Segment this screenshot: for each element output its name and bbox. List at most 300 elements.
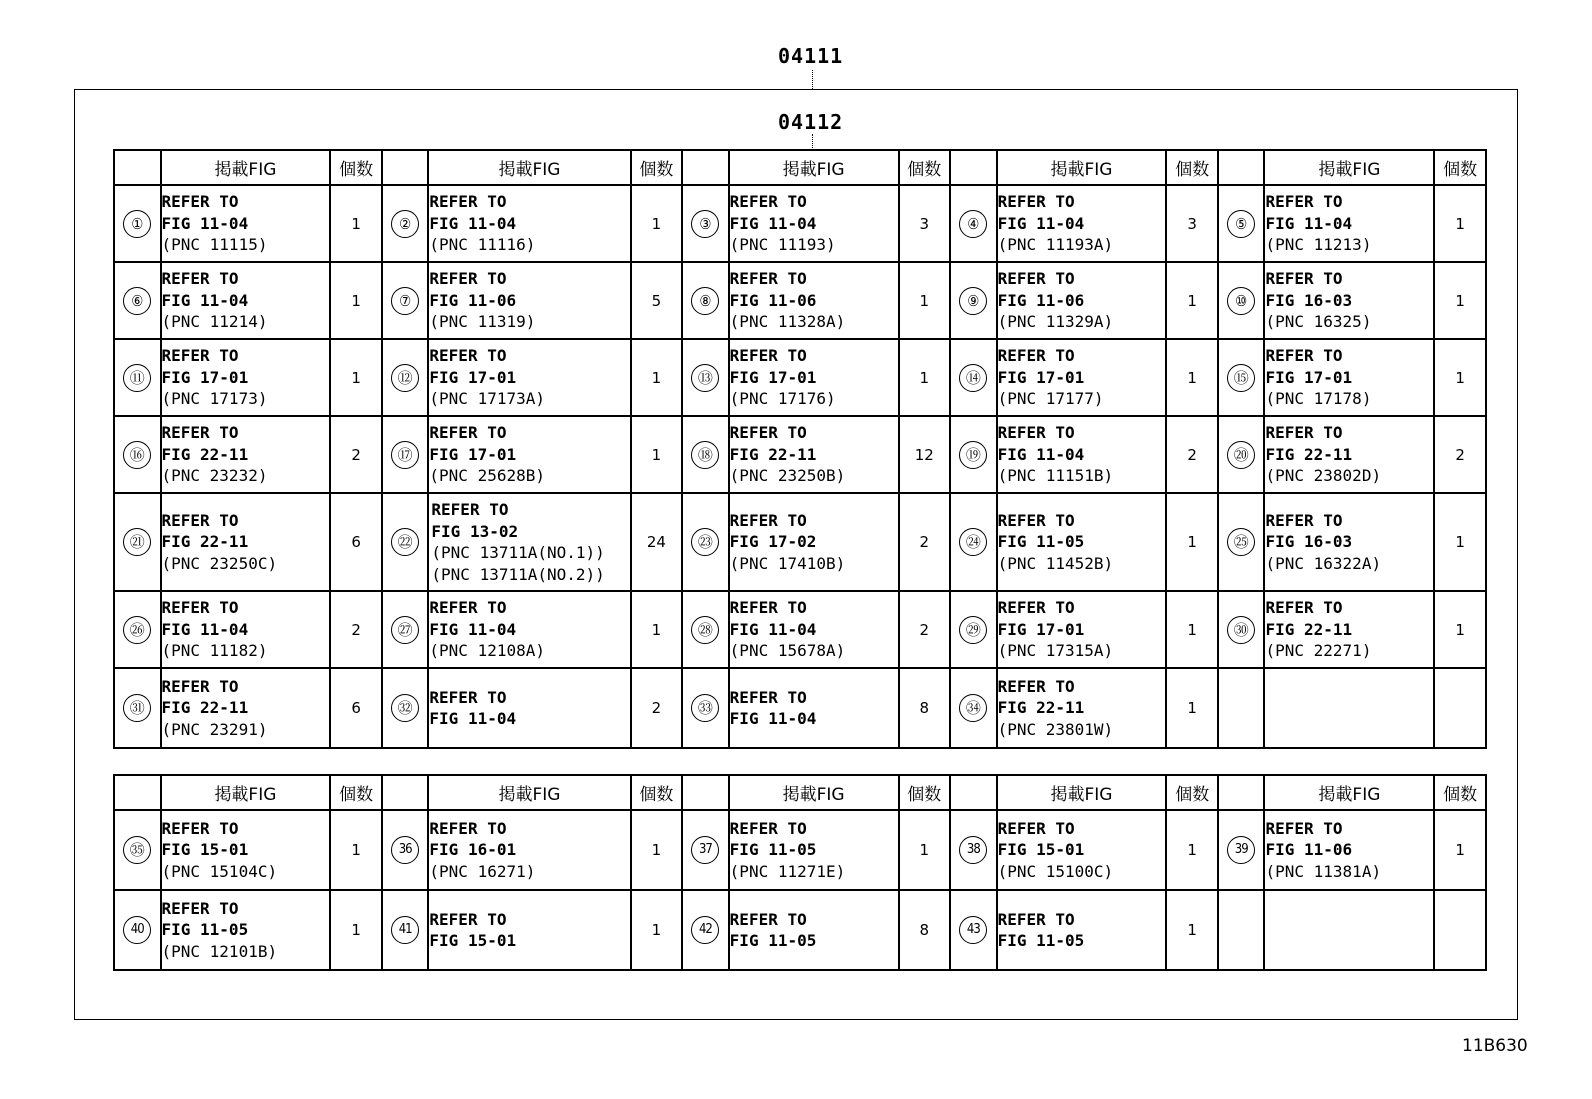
fig-number: FIG 11-04 (997, 213, 1085, 233)
pnc-number: (PNC 11193) (729, 235, 836, 255)
item-number: 43 (959, 916, 987, 944)
pnc-number: (PNC 11271E) (729, 861, 846, 881)
fig-number: FIG 11-06 (729, 290, 817, 310)
fig-reference-cell (729, 493, 899, 591)
quantity-cell: 1 (330, 339, 382, 416)
fig-reference-cell (729, 185, 899, 262)
pnc-number: (PNC 12108A) (429, 641, 545, 661)
item-number-cell (382, 262, 429, 339)
header-number-cell (114, 775, 161, 810)
item-number: ⑯ (123, 441, 151, 469)
item-number: ⑥ (123, 287, 151, 315)
refer-to-text: REFER TO (161, 898, 239, 918)
quantity-cell: 2 (1434, 416, 1486, 493)
quantity-cell: 1 (1434, 339, 1486, 416)
fig-number: FIG 16-03 (1265, 290, 1353, 310)
quantity-cell: 3 (899, 185, 951, 262)
item-number: ㉞ (959, 694, 987, 722)
fig-number: FIG 11-05 (997, 532, 1085, 552)
item-number: 39 (1227, 836, 1255, 864)
quantity-cell: 1 (1434, 810, 1486, 890)
item-number-cell (682, 668, 729, 748)
refer-to-text: REFER TO (429, 818, 507, 838)
table-row (114, 810, 1486, 890)
item-number-cell (1218, 262, 1265, 339)
assembly-label-04112: 04112 (778, 110, 844, 134)
fig-reference-cell (161, 262, 331, 339)
fig-number: FIG 15-01 (997, 840, 1085, 860)
fig-reference-cell (161, 416, 331, 493)
item-number-cell (382, 339, 429, 416)
parts-table-2 (113, 774, 1487, 971)
refer-to-text: REFER TO (161, 510, 239, 530)
fig-number: FIG 22-11 (1265, 444, 1353, 464)
refer-to-text: REFER TO (161, 818, 239, 838)
table-row (114, 591, 1486, 668)
item-number-cell (1218, 810, 1265, 890)
fig-number: FIG 13-02 (431, 521, 519, 541)
fig-reference-cell (729, 339, 899, 416)
header-fig: 掲載FIG (729, 775, 899, 810)
item-number-cell (382, 810, 429, 890)
item-number: ⑮ (1227, 364, 1255, 392)
pnc-number: (PNC 17177) (997, 389, 1104, 409)
quantity-cell: 1 (330, 810, 382, 890)
refer-to-text: REFER TO (429, 909, 507, 929)
quantity-cell: 1 (631, 591, 683, 668)
fig-number: FIG 17-02 (729, 532, 817, 552)
item-number-cell (114, 339, 161, 416)
refer-to-text: REFER TO (729, 909, 807, 929)
refer-to-text: REFER TO (1265, 510, 1343, 530)
fig-number: FIG 17-01 (997, 367, 1085, 387)
item-number: ⑱ (691, 441, 719, 469)
item-number: ⑰ (391, 441, 419, 469)
quantity-cell: 1 (1434, 591, 1486, 668)
quantity-cell: 1 (330, 185, 382, 262)
refer-to-text: REFER TO (997, 676, 1075, 696)
refer-to-text: REFER TO (729, 598, 807, 618)
header-number-cell (382, 775, 429, 810)
quantity-cell: 1 (1166, 591, 1218, 668)
item-number: ① (123, 210, 151, 238)
item-number: ⑤ (1227, 210, 1255, 238)
item-number-cell (682, 493, 729, 591)
fig-reference-cell (1264, 810, 1434, 890)
fig-number: FIG 17-01 (729, 367, 817, 387)
item-number: ㉚ (1227, 616, 1255, 644)
fig-number: FIG 11-04 (729, 709, 817, 728)
item-number-cell (1218, 591, 1265, 668)
fig-number: FIG 22-11 (997, 698, 1085, 718)
refer-to-text: REFER TO (429, 192, 507, 212)
quantity-cell: 12 (899, 416, 951, 493)
header-fig: 掲載FIG (997, 150, 1167, 185)
quantity-cell: 1 (1166, 810, 1218, 890)
item-number: ③ (691, 210, 719, 238)
item-number-cell (1218, 339, 1265, 416)
fig-number: FIG 11-05 (729, 931, 817, 950)
item-number: ㉑ (123, 528, 151, 556)
item-number: ⑭ (959, 364, 987, 392)
pnc-number: (PNC 17173) (161, 389, 268, 409)
item-number-cell (950, 591, 997, 668)
quantity-cell: 1 (1166, 339, 1218, 416)
quantity-cell: 1 (631, 890, 683, 970)
item-number: ⑩ (1227, 287, 1255, 315)
fig-reference-cell (997, 668, 1167, 748)
fig-reference-cell (428, 262, 630, 339)
item-number: ⑳ (1227, 441, 1255, 469)
fig-number: FIG 15-01 (429, 931, 517, 950)
item-number: ㉙ (959, 616, 987, 644)
item-number-cell (682, 890, 729, 970)
quantity-cell: 8 (899, 890, 951, 970)
fig-number: FIG 11-04 (161, 213, 249, 233)
refer-to-text: REFER TO (729, 687, 807, 707)
pnc-number: (PNC 23250B) (729, 466, 846, 486)
item-number: 42 (691, 916, 719, 944)
fig-reference-cell (428, 416, 630, 493)
quantity-cell: 1 (1166, 262, 1218, 339)
quantity-cell: 2 (631, 668, 683, 748)
fig-reference-cell (428, 890, 630, 970)
refer-to-text: REFER TO (1265, 269, 1343, 289)
fig-reference-cell (1264, 416, 1434, 493)
table-row (114, 493, 1486, 591)
item-number-cell (950, 185, 997, 262)
header-fig: 掲載FIG (428, 150, 630, 185)
pnc-number-2: (PNC 13711A(NO.2)) (431, 564, 605, 584)
pnc-number: (PNC 11115) (161, 235, 268, 255)
pnc-number: (PNC 11193A) (997, 235, 1114, 255)
refer-to-text: REFER TO (429, 423, 507, 443)
fig-reference-cell (729, 890, 899, 970)
item-number: ⑨ (959, 287, 987, 315)
pnc-number: (PNC 23232) (161, 466, 268, 486)
fig-number: FIG 11-04 (1265, 213, 1353, 233)
quantity-cell: 1 (899, 339, 951, 416)
fig-number: FIG 11-04 (997, 444, 1085, 464)
fig-reference-cell (428, 339, 630, 416)
fig-reference-cell (1264, 493, 1434, 591)
header-fig: 掲載FIG (161, 775, 331, 810)
item-number-cell (114, 262, 161, 339)
item-number-cell (682, 339, 729, 416)
header-qty: 個数 (631, 150, 683, 185)
fig-number: FIG 11-05 (997, 931, 1085, 950)
item-number: 36 (391, 836, 419, 864)
pnc-number: (PNC 11381A) (1265, 861, 1382, 881)
quantity-cell: 3 (1166, 185, 1218, 262)
fig-reference-cell (729, 416, 899, 493)
fig-number: FIG 11-05 (161, 920, 249, 940)
header-qty: 個数 (899, 150, 951, 185)
item-number-cell (114, 185, 161, 262)
refer-to-text: REFER TO (429, 598, 507, 618)
refer-to-text: REFER TO (729, 510, 807, 530)
fig-number: FIG 22-11 (161, 532, 249, 552)
pnc-number: (PNC 16325) (1265, 312, 1372, 332)
quantity-cell: 2 (899, 591, 951, 668)
header-fig: 掲載FIG (428, 775, 630, 810)
item-number: ⑪ (123, 364, 151, 392)
pnc-number: (PNC 11182) (161, 641, 268, 661)
header-qty: 個数 (1434, 150, 1486, 185)
fig-number: FIG 11-04 (161, 290, 249, 310)
refer-to-text: REFER TO (161, 192, 239, 212)
pnc-number: (PNC 15104C) (161, 861, 278, 881)
fig-reference-cell (161, 493, 331, 591)
item-number-cell (1218, 416, 1265, 493)
quantity-cell: 1 (1434, 493, 1486, 591)
fig-reference-cell (729, 262, 899, 339)
fig-number: FIG 17-01 (1265, 367, 1353, 387)
refer-to-text: REFER TO (997, 269, 1075, 289)
item-number: ㉖ (123, 616, 151, 644)
item-number-cell (682, 262, 729, 339)
item-number: 40 (123, 916, 151, 944)
item-number: ㉗ (391, 616, 419, 644)
refer-to-text: REFER TO (997, 818, 1075, 838)
item-number-cell (382, 416, 429, 493)
quantity-cell: 1 (1434, 262, 1486, 339)
pnc-number: (PNC 11329A) (997, 312, 1114, 332)
item-number-cell (1218, 493, 1265, 591)
quantity-cell: 1 (330, 890, 382, 970)
header-fig: 掲載FIG (161, 150, 331, 185)
pnc-number: (PNC 25628B) (429, 466, 545, 486)
item-number: ㉜ (391, 694, 419, 722)
refer-to-text: REFER TO (1265, 346, 1343, 366)
item-number-cell (114, 591, 161, 668)
fig-reference-cell (161, 591, 331, 668)
table-row (114, 185, 1486, 262)
refer-to-text: REFER TO (161, 676, 239, 696)
fig-number: FIG 11-06 (997, 290, 1085, 310)
quantity-cell: 2 (899, 493, 951, 591)
pnc-number: (PNC 22271) (1265, 641, 1372, 661)
item-number: ㉛ (123, 694, 151, 722)
item-number: ㉘ (691, 616, 719, 644)
fig-reference-cell (997, 262, 1167, 339)
header-fig: 掲載FIG (997, 775, 1167, 810)
refer-to-text: REFER TO (429, 346, 507, 366)
item-number-cell (382, 591, 429, 668)
fig-number: FIG 16-03 (1265, 532, 1353, 552)
fig-number: FIG 11-06 (1265, 840, 1353, 860)
refer-to-text: REFER TO (997, 909, 1075, 929)
fig-reference-cell (729, 668, 899, 748)
fig-reference-cell (161, 890, 331, 970)
quantity-cell: 1 (631, 416, 683, 493)
quantity-cell: 1 (1166, 668, 1218, 748)
table-row (114, 890, 1486, 970)
fig-reference-cell (1264, 339, 1434, 416)
quantity-cell: 24 (631, 493, 683, 591)
fig-reference-cell (161, 668, 331, 748)
item-number-cell (114, 810, 161, 890)
pnc-number: (PNC 11116) (429, 235, 536, 255)
fig-number: FIG 15-01 (161, 840, 249, 860)
item-number-cell (682, 416, 729, 493)
pnc-number: (PNC 11213) (1265, 235, 1372, 255)
fig-reference-cell (428, 591, 630, 668)
fig-reference-cell (997, 185, 1167, 262)
refer-to-text: REFER TO (1265, 598, 1343, 618)
fig-reference-cell (997, 810, 1167, 890)
header-fig: 掲載FIG (729, 150, 899, 185)
pnc-number: (PNC 23801W) (997, 719, 1114, 739)
item-number: ㉔ (959, 528, 987, 556)
fig-reference-cell (997, 591, 1167, 668)
fig-reference-cell (161, 339, 331, 416)
item-number: ㉓ (691, 528, 719, 556)
fig-number: FIG 11-06 (429, 290, 517, 310)
header-number-cell (382, 150, 429, 185)
pnc-number: (PNC 15100C) (997, 861, 1114, 881)
item-number-cell (382, 185, 429, 262)
header-number-cell (114, 150, 161, 185)
quantity-cell: 1 (1434, 185, 1486, 262)
item-number: ㉕ (1227, 528, 1255, 556)
refer-to-text: REFER TO (1265, 423, 1343, 443)
pnc-number: (PNC 23291) (161, 719, 268, 739)
item-number: ⑦ (391, 287, 419, 315)
item-number-cell (382, 668, 429, 748)
quantity-cell: 5 (631, 262, 683, 339)
header-qty: 個数 (330, 150, 382, 185)
fig-reference-cell (997, 416, 1167, 493)
item-number-cell (950, 890, 997, 970)
fig-number: FIG 17-01 (429, 444, 517, 464)
table-row (114, 339, 1486, 416)
fig-reference-cell (997, 493, 1167, 591)
parts-table-1 (113, 149, 1487, 749)
item-number: ② (391, 210, 419, 238)
pnc-number: (PNC 13711A(NO.1)) (431, 543, 605, 562)
assembly-label-04111: 04111 (778, 44, 844, 68)
quantity-cell: 1 (631, 339, 683, 416)
refer-to-text: REFER TO (161, 423, 239, 443)
refer-to-text: REFER TO (161, 346, 239, 366)
item-number-cell (950, 810, 997, 890)
fig-reference-cell (428, 810, 630, 890)
fig-number: FIG 17-01 (161, 367, 249, 387)
item-number: ④ (959, 210, 987, 238)
refer-to-text: REFER TO (997, 598, 1075, 618)
refer-to-text: REFER TO (997, 423, 1075, 443)
refer-to-text: REFER TO (431, 500, 509, 519)
header-row (114, 775, 1486, 810)
item-number-cell (682, 591, 729, 668)
refer-to-text: REFER TO (161, 598, 239, 618)
header-qty: 個数 (330, 775, 382, 810)
refer-to-text: REFER TO (997, 192, 1075, 212)
item-number: 37 (691, 836, 719, 864)
fig-number: FIG 11-04 (429, 213, 517, 233)
item-number-cell (950, 493, 997, 591)
table-row (114, 668, 1486, 748)
item-number-cell (114, 668, 161, 748)
header-fig: 掲載FIG (1264, 150, 1434, 185)
fig-number: FIG 17-01 (429, 367, 517, 387)
fig-reference-cell (428, 493, 630, 591)
table-row (114, 262, 1486, 339)
fig-number: FIG 22-11 (161, 698, 249, 718)
fig-reference-cell (428, 185, 630, 262)
header-qty: 個数 (1166, 775, 1218, 810)
pnc-number: (PNC 12101B) (161, 941, 278, 961)
item-number-cell (1218, 185, 1265, 262)
item-number-cell (1218, 890, 1265, 970)
refer-to-text: REFER TO (1265, 192, 1343, 212)
quantity-cell: 8 (899, 668, 951, 748)
quantity-cell: 1 (1166, 890, 1218, 970)
leader-line-04112 (812, 134, 813, 150)
item-number: ㉒ (391, 528, 419, 556)
item-number-cell (950, 262, 997, 339)
refer-to-text: REFER TO (729, 818, 807, 838)
fig-reference-cell (1264, 668, 1434, 748)
quantity-cell: 2 (330, 591, 382, 668)
item-number-cell (1218, 668, 1265, 748)
header-qty: 個数 (1166, 150, 1218, 185)
refer-to-text: REFER TO (729, 192, 807, 212)
quantity-cell (1434, 890, 1486, 970)
quantity-cell: 1 (899, 810, 951, 890)
fig-number: FIG 11-04 (729, 619, 817, 639)
refer-to-text: REFER TO (429, 687, 507, 707)
quantity-cell: 2 (1166, 416, 1218, 493)
pnc-number: (PNC 17410B) (729, 553, 846, 573)
header-row (114, 150, 1486, 185)
header-qty: 個数 (631, 775, 683, 810)
fig-number: FIG 22-11 (729, 444, 817, 464)
pnc-number: (PNC 17315A) (997, 641, 1114, 661)
fig-number: FIG 11-04 (429, 709, 517, 728)
pnc-number: (PNC 17178) (1265, 389, 1372, 409)
pnc-number: (PNC 16322A) (1265, 553, 1382, 573)
item-number-cell (114, 493, 161, 591)
item-number: ⑫ (391, 364, 419, 392)
refer-to-text: REFER TO (729, 423, 807, 443)
header-number-cell (1218, 775, 1265, 810)
fig-number: FIG 11-04 (729, 213, 817, 233)
quantity-cell: 1 (1166, 493, 1218, 591)
fig-reference-cell (1264, 185, 1434, 262)
fig-reference-cell (1264, 591, 1434, 668)
fig-reference-cell (997, 890, 1167, 970)
fig-reference-cell (1264, 890, 1434, 970)
item-number-cell (382, 493, 429, 591)
pnc-number: (PNC 11319) (429, 312, 536, 332)
pnc-number: (PNC 11452B) (997, 553, 1114, 573)
item-number: ㉟ (123, 836, 151, 864)
refer-to-text: REFER TO (429, 269, 507, 289)
quantity-cell: 1 (631, 810, 683, 890)
quantity-cell: 1 (899, 262, 951, 339)
refer-to-text: REFER TO (729, 269, 807, 289)
item-number-cell (682, 810, 729, 890)
header-number-cell (950, 775, 997, 810)
pnc-number: (PNC 11151B) (997, 466, 1114, 486)
item-number-cell (114, 890, 161, 970)
item-number: ⑬ (691, 364, 719, 392)
fig-reference-cell (729, 810, 899, 890)
quantity-cell: 6 (330, 493, 382, 591)
item-number: 41 (391, 916, 419, 944)
